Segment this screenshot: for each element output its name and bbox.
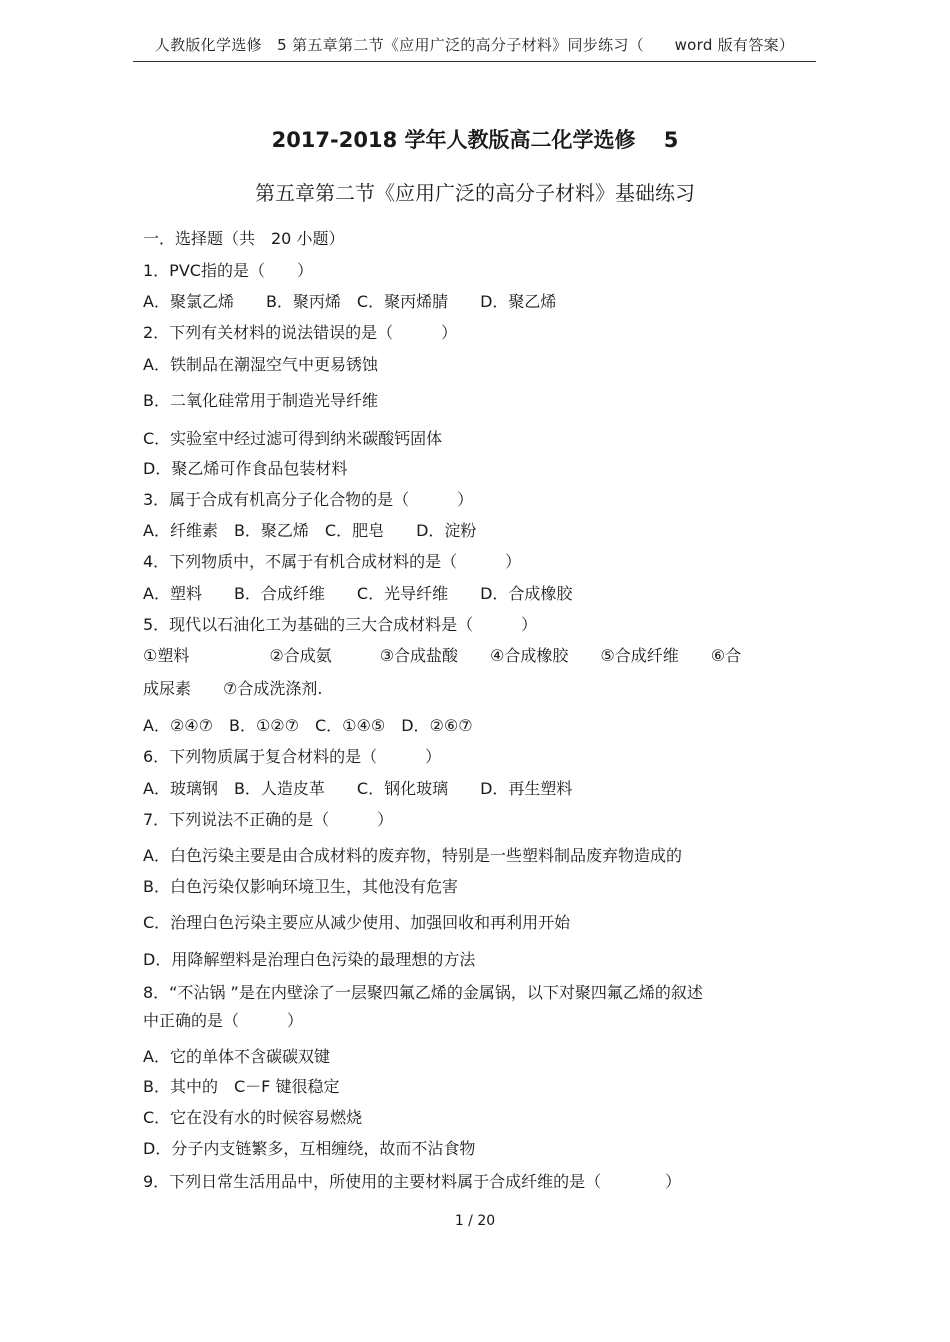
answer-option: C．它在没有水的时候容易燃烧 <box>143 1108 363 1127</box>
answer-options: A．②④⑦ B．①②⑦ C．①④⑤ D．②⑥⑦ <box>143 716 473 735</box>
answer-option: D．用降解塑料是治理白色污染的最理想的方法 <box>143 950 476 969</box>
page-number: 1 / 20 <box>454 1213 496 1229</box>
question-stem: 3．属于合成有机高分子化合物的是（ ） <box>143 490 474 509</box>
question-stem: 6．下列物质属于复合材料的是（ ） <box>143 747 442 766</box>
answer-option: A．铁制品在潮湿空气中更易锈蚀 <box>143 355 378 374</box>
question-stem: 7．下列说法不正确的是（ ） <box>143 810 394 829</box>
answer-option: A．白色污染主要是由合成材料的废弃物，特别是一些塑料制品废弃物造成的 <box>143 846 682 865</box>
answer-options: A．纤维素 B．聚乙烯 C．肥皂 D．淀粉 <box>143 521 477 540</box>
answer-option: C．治理白色污染主要应从减少使用、加强回收和再利用开始 <box>143 913 571 932</box>
question-stem: 5．现代以石油化工为基础的三大合成材料是（ ） <box>143 615 538 634</box>
answer-option: D．聚乙烯可作食品包装材料 <box>143 459 348 478</box>
question-stem: 中正确的是（ ） <box>143 1011 304 1030</box>
question-stem: 4．下列物质中，不属于有机合成材料的是（ ） <box>143 552 522 571</box>
answer-option: B．二氧化硅常用于制造光导纤维 <box>143 391 378 410</box>
answer-option: A．它的单体不含碳碳双键 <box>143 1047 330 1066</box>
answer-options: A．塑料 B．合成纤维 C．光导纤维 D．合成橡胶 <box>143 584 573 603</box>
answer-option: C．实验室中经过滤可得到纳米碳酸钙固体 <box>143 429 443 448</box>
question-item-list: 成尿素 ⑦合成洗涤剂. <box>143 679 323 698</box>
document-subtitle: 第五章第二节《应用广泛的高分子材料》基础练习 <box>255 181 695 205</box>
answer-option: B．白色污染仅影响环境卫生，其他没有危害 <box>143 877 458 896</box>
question-stem: 9．下列日常生活用品中，所使用的主要材料属于合成纤维的是（ ） <box>143 1172 682 1191</box>
question-item-list: ①塑料 ②合成氨 ③合成盐酸 ④合成橡胶 ⑤合成纤维 ⑥合 <box>143 646 742 665</box>
question-stem: 1．PVC指的是（ ） <box>143 261 313 280</box>
question-stem: 2．下列有关材料的说法错误的是（ ） <box>143 323 458 342</box>
answer-option: B．其中的 C－F 键很稳定 <box>143 1077 340 1096</box>
running-header-text: 人教版化学选修 5 第五章第二节《应用广泛的高分子材料》同步练习（ word 版有答案） <box>154 36 795 54</box>
question-stem: 8．“不沾锅 ”是在内壁涂了一层聚四氟乙烯的金属锅，以下对聚四氟乙烯的叙述 <box>143 983 703 1002</box>
running-header <box>133 27 816 62</box>
document-title: 2017-2018 学年人教版高二化学选修 5 <box>271 128 679 152</box>
answer-options: A．玻璃钢 B．人造皮革 C．钢化玻璃 D．再生塑料 <box>143 779 573 798</box>
section-heading: 一．选择题（共 20 小题） <box>143 229 345 248</box>
answer-option: D．分子内支链繁多，互相缠绕，故而不沾食物 <box>143 1139 476 1158</box>
answer-options: A．聚氯乙烯 B．聚丙烯 C．聚丙烯腈 D．聚乙烯 <box>143 292 557 311</box>
